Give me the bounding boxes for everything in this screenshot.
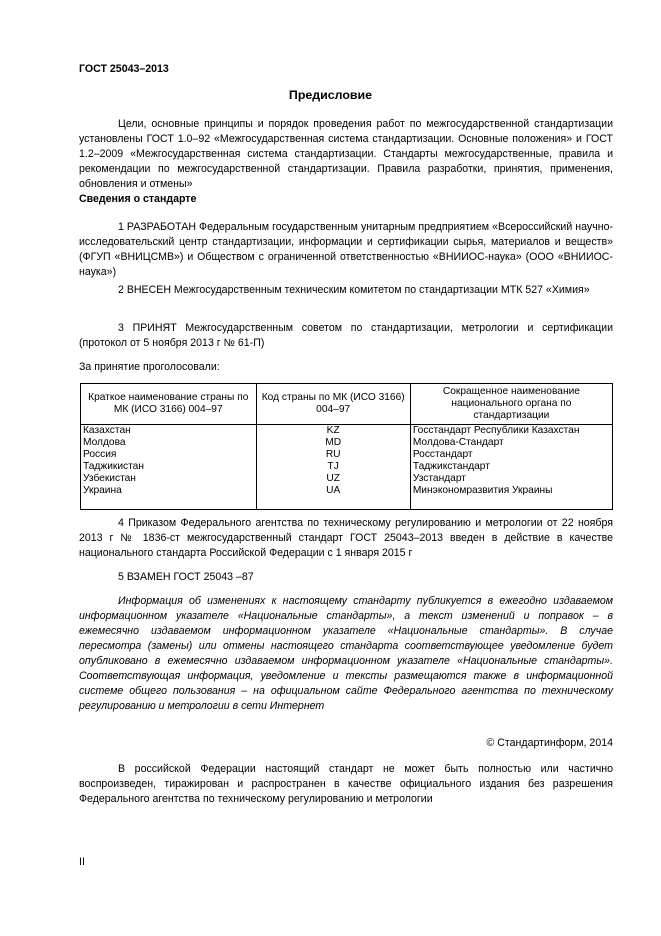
- table-row: [81, 461, 613, 473]
- item-adopted: 3 ПРИНЯТ Межгосударственным советом по стандартизации, метрологии и сертификации (протокол от 5 ноября 2013 г № 61-П): [79, 322, 613, 349]
- doc-code: ГОСТ 25043–2013: [79, 63, 169, 75]
- standards-body: Минэкономразвития Украины: [410, 485, 612, 510]
- item-introduced: 2 ВНЕСЕН Межгосударственным техническим комитетом по стандартизации МТК 527 «Химия»: [118, 284, 590, 296]
- table-row: [81, 425, 613, 438]
- page-title: Предисловие: [288, 88, 373, 102]
- table-row: [81, 437, 613, 449]
- standards-body: Росстандарт: [410, 449, 612, 461]
- table-row: [81, 473, 613, 485]
- copyright-line: © Стандартинформ, 2014: [486, 737, 613, 749]
- country-name: Таджикистан: [81, 461, 257, 473]
- country-code: UZ: [256, 473, 410, 485]
- reproduction-rights: В российской Федерации настоящий стандарт не может быть полностью или частично воспроизведен, тиражирован и распространен в качестве официального издания без разрешения Федерального агентства по техническому регулированию и метрологии: [79, 763, 613, 805]
- header-standards-body: Сокращенное наименование национального органа по стандартизации: [410, 384, 612, 425]
- table-header-row: [81, 384, 613, 425]
- item-replaces: 5 ВЗАМЕН ГОСТ 25043 –87: [118, 571, 254, 583]
- page-number: II: [79, 856, 85, 868]
- country-code: RU: [256, 449, 410, 461]
- country-name: Россия: [81, 449, 257, 461]
- country-name: Украина: [81, 485, 257, 510]
- table-row: [81, 449, 613, 461]
- standards-body: Узстандарт: [410, 473, 612, 485]
- country-name: Казахстан: [81, 425, 257, 438]
- item-enactment: 4 Приказом Федерального агентства по техническому регулированию и метрологии от 22 ноября 2013 г № 1836-ст межгосударственный стандарт ГОСТ 25043–2013 введен в действие в качестве национального стандарта Российской Федерации с 1 января 2015 г: [79, 517, 613, 559]
- table-row: [81, 485, 613, 510]
- country-name: Узбекистан: [81, 473, 257, 485]
- standards-body: Молдова-Стандарт: [410, 437, 612, 449]
- country-code: MD: [256, 437, 410, 449]
- country-code: UA: [256, 485, 410, 510]
- item-developed: 1 РАЗРАБОТАН Федеральным государственным унитарным предприятием «Всероссийский научно-исследовательский центр стандартизации, информации и сертификации сырья, материалов и веществ» (ФГУП «ВНИЦСМВ») и Обществом с ограниченной ответственностью «ВНИИОС-наука» (ООО «ВНИИОС-наука»): [79, 221, 613, 278]
- header-country-name: Краткое наименование страны по МК (ИСО 3166) 004–97: [81, 384, 257, 425]
- intro-paragraph: Цели, основные принципы и порядок проведения работ по межгосударственной стандартизации установлены ГОСТ 1.0–92 «Межгосударственная система стандартизации. Основные положения» и ГОСТ 1.2–2009 «Межгосударственная система стандартизации. Стандарты межгосударственные, правила и рекомендации по межгосударственной стандартизации. Правила разработки, принятия, применения, обновления и отмены»: [79, 118, 613, 190]
- standards-body: Таджикстандарт: [410, 461, 612, 473]
- country-code: KZ: [256, 425, 410, 438]
- vote-label: За принятие проголосовали:: [79, 361, 220, 373]
- voting-table: [80, 383, 613, 510]
- country-name: Молдова: [81, 437, 257, 449]
- header-country-code: Код страны по МК (ИСО 3166) 004–97: [256, 384, 410, 425]
- country-code: TJ: [256, 461, 410, 473]
- standards-body: Госстандарт Республики Казахстан: [410, 425, 612, 438]
- update-notice: Информация об изменениях к настоящему стандарту публикуется в ежегодно издаваемом информационном указателе «Национальные стандарты», а текст изменений и поправок – в ежемесячно издаваемом информационном указателе «Национальные стандарты». В случае пересмотра (замены) или отмены настоящего стандарта соответствующее уведомление будет опубликовано в ежемесячно издаваемом информационном указателе «Национальные стандарты». Соответствующая информация, уведомление и тексты размещаются также в информационной системе общего пользования – на официальном сайте Федерального агентства по техническому регулированию и метрологии в сети Интернет: [79, 595, 613, 712]
- section-heading: Сведения о стандарте: [79, 193, 197, 205]
